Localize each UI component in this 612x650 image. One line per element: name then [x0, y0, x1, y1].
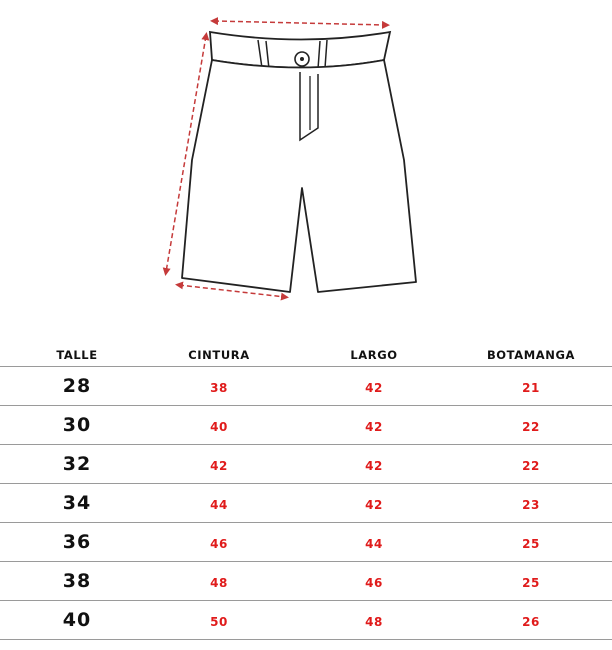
size-table — [0, 340, 612, 640]
botamanga-cell: 22 — [522, 420, 540, 434]
botamanga-cell: 25 — [522, 537, 540, 551]
talle-cell: 32 — [62, 453, 92, 475]
header-botamanga: BOTAMANGA — [486, 348, 576, 362]
largo-cell: 44 — [365, 537, 383, 551]
cintura-cell: 40 — [210, 420, 228, 434]
cintura-cell: 50 — [210, 615, 228, 629]
botamanga-cell: 21 — [522, 381, 540, 395]
cintura-cell: 42 — [210, 459, 228, 473]
cintura-cell: 44 — [210, 498, 228, 512]
header-talle: TALLE — [56, 348, 98, 362]
largo-cell: 48 — [365, 615, 383, 629]
table-row — [0, 562, 612, 601]
talle-cell: 38 — [62, 570, 92, 592]
table-row — [0, 601, 612, 640]
table-header — [0, 340, 612, 367]
table-row — [0, 406, 612, 445]
waist-measure-arrow — [214, 21, 386, 25]
talle-cell: 30 — [62, 414, 92, 436]
botamanga-cell: 23 — [522, 498, 540, 512]
table-row — [0, 367, 612, 406]
talle-cell: 34 — [62, 492, 92, 514]
shorts-diagram-icon — [0, 0, 612, 320]
header-largo: LARGO — [350, 348, 398, 362]
talle-cell: 28 — [62, 375, 92, 397]
table-row — [0, 523, 612, 562]
cintura-cell: 46 — [210, 537, 228, 551]
largo-cell: 42 — [365, 381, 383, 395]
largo-cell: 46 — [365, 576, 383, 590]
botamanga-cell: 22 — [522, 459, 540, 473]
shorts-illustration — [0, 0, 612, 320]
table-row — [0, 484, 612, 523]
shorts-body-outline — [182, 60, 416, 292]
botamanga-cell: 26 — [522, 615, 540, 629]
cintura-cell: 48 — [210, 576, 228, 590]
cintura-cell: 38 — [210, 381, 228, 395]
largo-cell: 42 — [365, 420, 383, 434]
table-row — [0, 445, 612, 484]
button-center — [300, 57, 304, 61]
botamanga-cell: 25 — [522, 576, 540, 590]
largo-cell: 42 — [365, 498, 383, 512]
table-body — [0, 367, 612, 640]
talle-cell: 36 — [62, 531, 92, 553]
largo-cell: 42 — [365, 459, 383, 473]
header-cintura: CINTURA — [188, 348, 250, 362]
talle-cell: 40 — [62, 609, 92, 631]
